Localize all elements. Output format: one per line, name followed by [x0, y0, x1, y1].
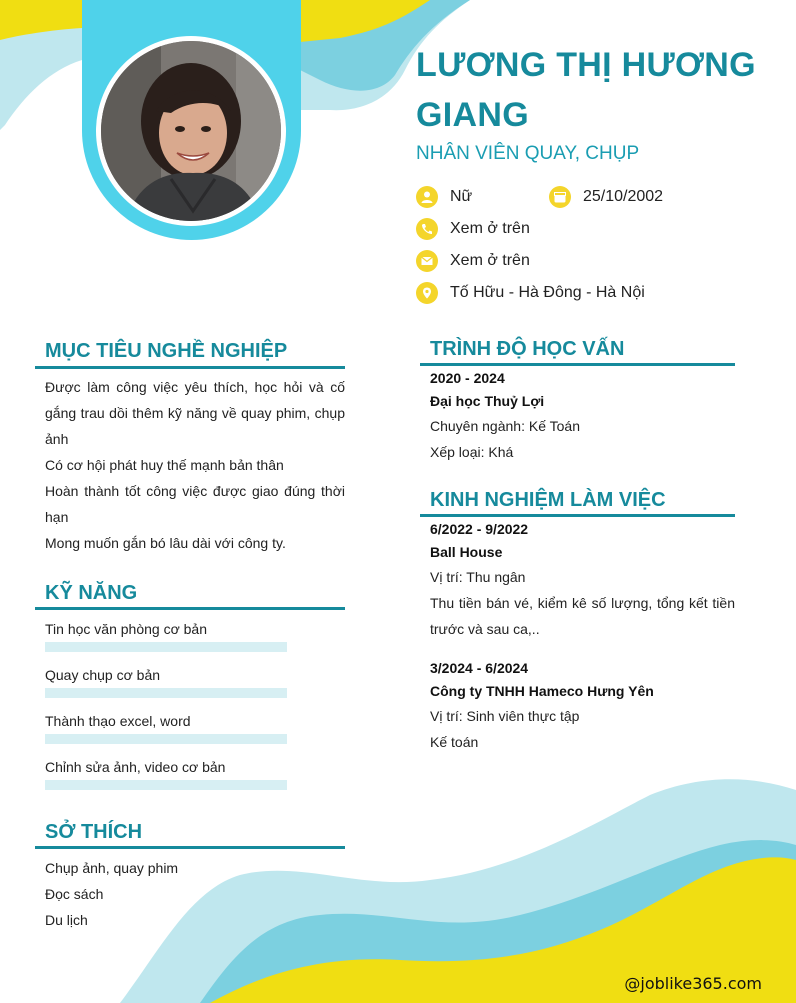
skill-bar	[45, 734, 287, 744]
skill-label: Quay chụp cơ bản	[45, 667, 161, 683]
skill-bar	[45, 642, 287, 652]
birthday-row	[549, 186, 663, 208]
career-goal-heading: MỤC TIÊU NGHỀ NGHIỆP	[45, 340, 288, 362]
hobbies-heading: SỞ THÍCH	[45, 821, 143, 843]
job-title: NHÂN VIÊN QUAY, CHỤP	[416, 143, 640, 164]
birthday-value: 25/10/2002	[583, 188, 664, 205]
skills-heading: KỸ NĂNG	[45, 582, 138, 604]
top-left-blue-wave	[0, 28, 82, 130]
hobby-item: Chụp ảnh, quay phim	[45, 860, 179, 876]
envelope-icon	[416, 250, 438, 272]
phone-row	[416, 218, 530, 240]
job-position: Vị trí: Sinh viên thực tập	[430, 708, 580, 724]
job-description: Thu tiền bán vé, kiểm kê số lượng, tổng kết tiền trước và sau ca,..	[430, 595, 735, 637]
address-row	[416, 282, 645, 304]
location-pin-icon	[416, 282, 438, 304]
gender-value: Nữ	[450, 188, 473, 205]
skill-label: Tin học văn phòng cơ bản	[45, 621, 207, 637]
user-icon	[416, 186, 438, 208]
watermark-text: @joblike365.com	[624, 974, 762, 993]
education-heading: TRÌNH ĐỘ HỌC VẤN	[430, 338, 625, 360]
education-school: Đại học Thuỷ Lợi	[430, 393, 545, 409]
job-description: Kế toán	[430, 734, 479, 750]
skill-bar	[45, 780, 287, 790]
skills-divider	[35, 607, 345, 610]
job-position: Vị trí: Thu ngân	[430, 569, 526, 585]
job-date: 3/2024 - 6/2024	[430, 660, 529, 676]
hobbies-divider	[35, 846, 345, 849]
education-major: Chuyên ngành: Kế Toán	[430, 418, 580, 434]
hobby-item: Đọc sách	[45, 886, 104, 902]
education-divider	[420, 363, 735, 366]
skill-label: Chỉnh sửa ảnh, video cơ bản	[45, 759, 226, 775]
education-grade: Xếp loại: Khá	[430, 444, 514, 460]
email-value: Xem ở trên	[450, 252, 530, 269]
phone-icon	[416, 218, 438, 240]
career-goal-para-4: Mong muốn gắn bó lâu dài với công ty.	[45, 535, 286, 551]
career-goal-para-2: Có cơ hội phát huy thế mạnh bản thân	[45, 457, 284, 473]
avatar-portrait-illustration	[101, 41, 281, 221]
career-goal-divider	[35, 366, 345, 369]
job-date: 6/2022 - 9/2022	[430, 521, 529, 537]
career-goal-para-3: Hoàn thành tốt công việc được giao đúng thời hạn	[45, 483, 345, 525]
job-company: Ball House	[430, 544, 503, 560]
avatar	[101, 41, 281, 221]
address-value: Tố Hữu - Hà Đông - Hà Nội	[450, 284, 645, 301]
career-goal-para-1: Được làm công việc yêu thích, học hỏi và cố gắng trau dồi thêm kỹ năng về quay phim, chụp ảnh	[45, 379, 345, 447]
job-company: Công ty TNHH Hameco Hưng Yên	[430, 683, 654, 699]
calendar-icon	[549, 186, 571, 208]
gender-row	[416, 186, 472, 208]
phone-value: Xem ở trên	[450, 220, 530, 237]
skill-label: Thành thạo excel, word	[45, 713, 191, 729]
hobby-item: Du lịch	[45, 912, 88, 928]
candidate-name: LƯƠNG THỊ HƯƠNG GIANG	[416, 46, 756, 134]
education-date: 2020 - 2024	[430, 370, 505, 386]
experience-divider	[420, 514, 735, 517]
skill-bar	[45, 688, 287, 698]
email-row	[416, 250, 530, 272]
experience-heading: KINH NGHIỆM LÀM VIỆC	[430, 489, 666, 511]
